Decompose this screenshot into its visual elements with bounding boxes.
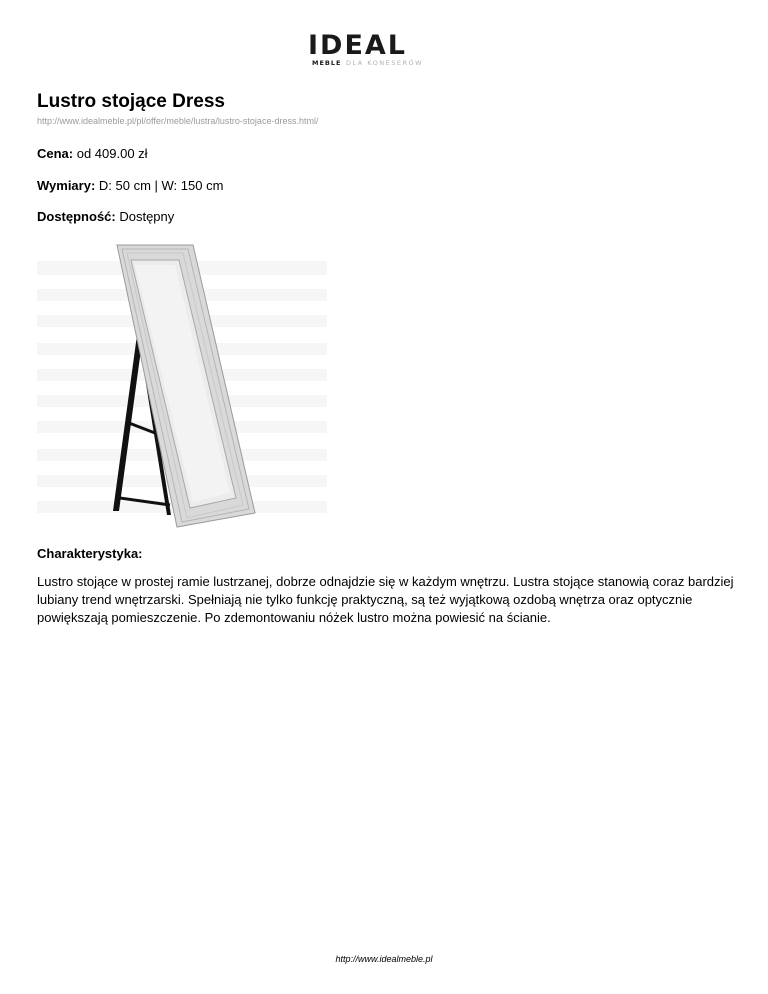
product-image xyxy=(37,243,337,531)
availability-label: Dostępność: xyxy=(37,209,116,224)
availability-field xyxy=(37,209,174,224)
logo-tagline-b: DLA KONESERÓW xyxy=(346,59,424,67)
price-label: Cena: xyxy=(37,146,74,161)
product-title: Lustro stojące Dress xyxy=(37,91,225,112)
dimensions-field xyxy=(37,178,223,193)
ideal-logo-graphic xyxy=(308,32,476,68)
logo-brand-text: IDEAL xyxy=(308,32,408,61)
dimensions-label: Wymiary: xyxy=(37,178,96,193)
price-field xyxy=(37,146,148,161)
footer-url[interactable]: http://www.idealmeble.pl xyxy=(335,954,433,964)
brand-logo[interactable] xyxy=(308,32,476,68)
availability-value: Dostępny xyxy=(115,209,175,224)
logo-tagline-a: MEBLE xyxy=(312,59,342,67)
product-url-link[interactable]: http://www.idealmeble.pl/pl/offer/meble/lustra/lustro-stojace-dress.html/ xyxy=(37,116,319,126)
price-value: od 409.00 zł xyxy=(73,146,148,161)
product-description: Lustro stojące w prostej ramie lustrzanej, dobrze odnajdzie się w każdym wnętrzu. Lustra stojące stanowią coraz bardziej lubiany trend wnętrzarski. Spełniają nie tylko funkcję praktyczną, są też wyjątkową ozdobą wnętrza oraz optycznie powiększają pomieszczenie. Po zdemontowaniu nóżek lustro można powiesić na ścianie. xyxy=(37,574,734,625)
dimensions-value: D: 50 cm | W: 150 cm xyxy=(95,178,224,193)
standing-mirror-illustration xyxy=(37,243,337,531)
characteristics-heading: Charakterystyka: xyxy=(37,546,143,561)
